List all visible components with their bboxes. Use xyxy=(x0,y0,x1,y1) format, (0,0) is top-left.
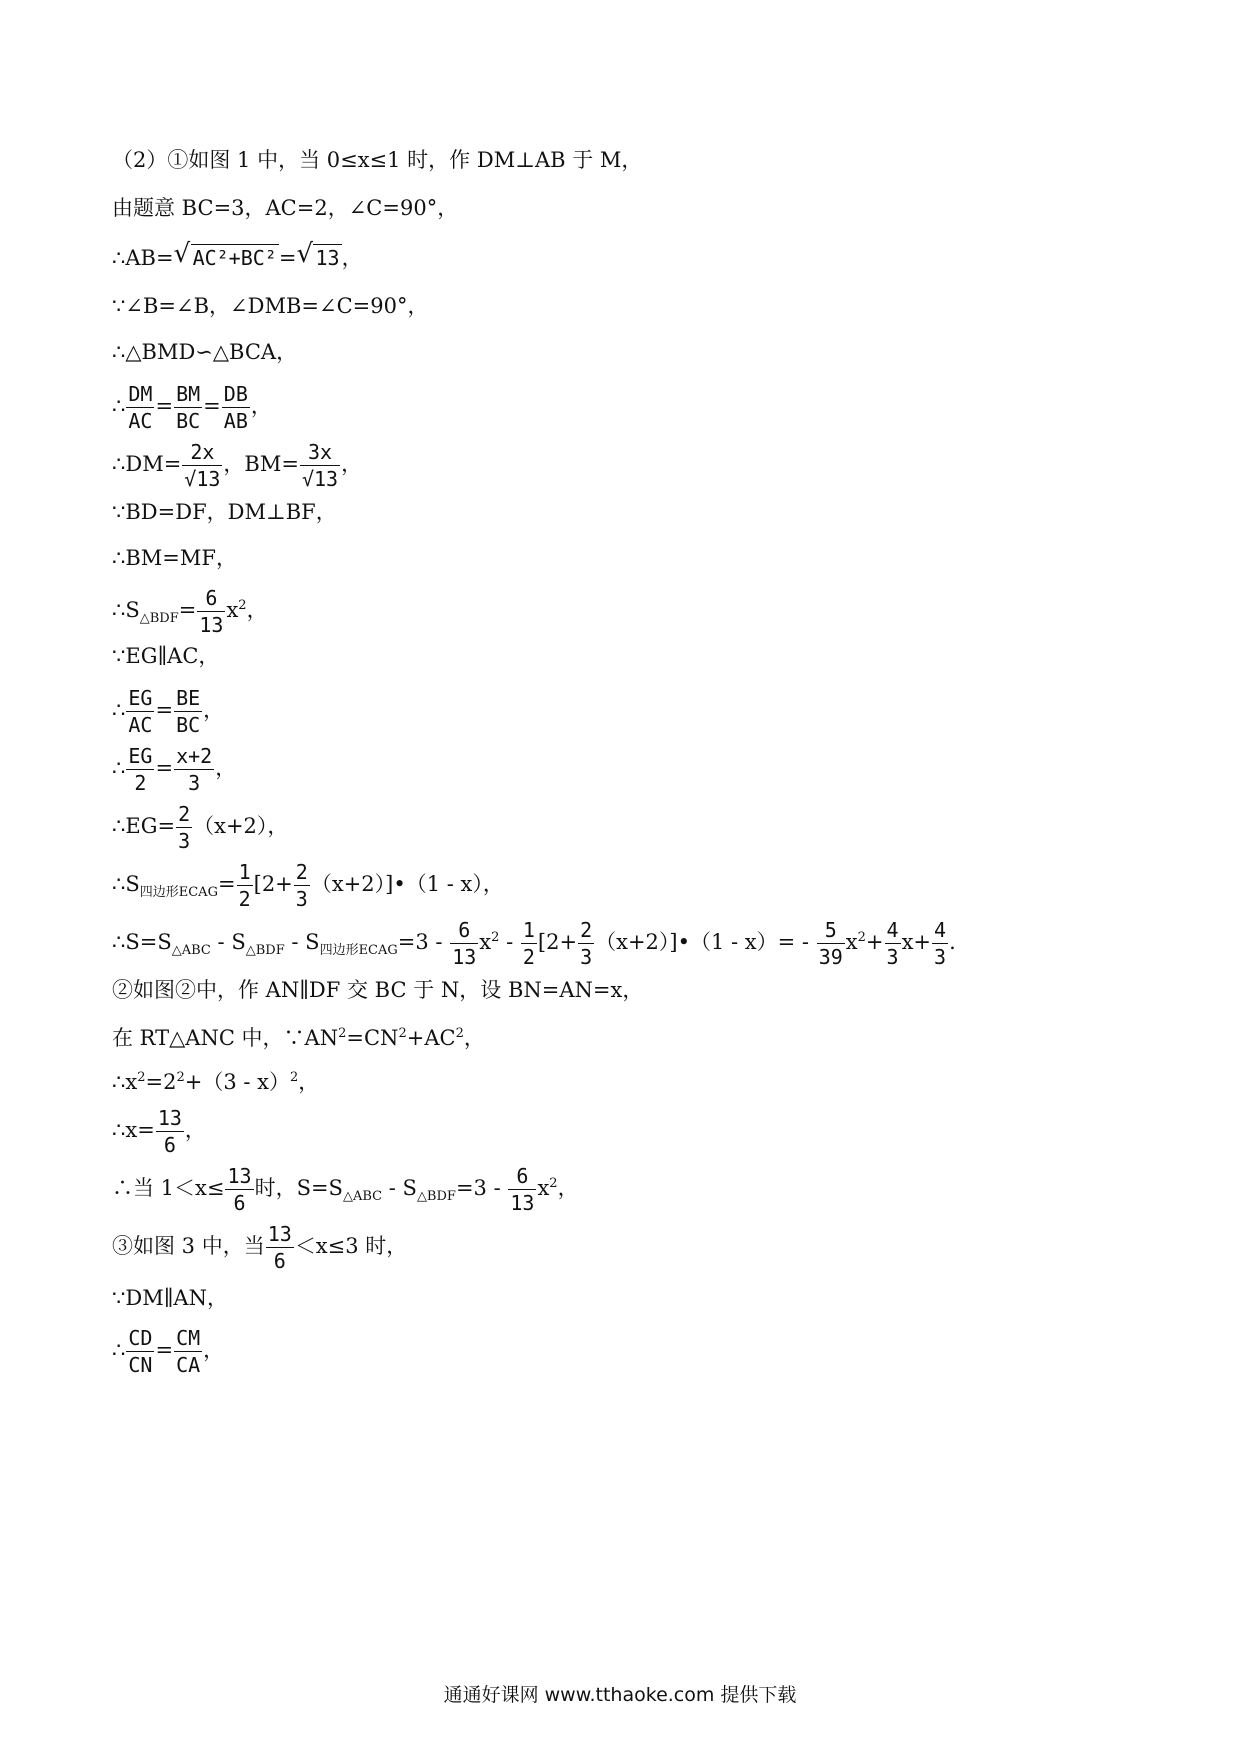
text-segment: ∴ xyxy=(112,698,126,722)
solution-line xyxy=(112,1024,485,1052)
subscript: △BDF xyxy=(416,1189,456,1205)
solution-line xyxy=(112,1106,206,1157)
fraction-numerator: 1 xyxy=(522,918,535,942)
text-segment: （x+2）， xyxy=(193,814,289,838)
fraction xyxy=(222,382,250,433)
fraction xyxy=(126,1326,154,1377)
superscript: 2 xyxy=(491,930,500,945)
text-segment: [2+ xyxy=(253,872,293,896)
fraction xyxy=(885,918,901,969)
fraction-denominator: 13 xyxy=(199,613,224,637)
fraction-numerator: DM xyxy=(128,382,153,406)
fraction xyxy=(817,918,845,969)
fraction xyxy=(182,440,222,491)
fraction-numerator: DB xyxy=(223,382,248,406)
solution-line xyxy=(112,194,458,222)
text-segment: x xyxy=(479,930,492,954)
superscript: 2 xyxy=(290,1070,299,1085)
fraction-numerator: 2x xyxy=(182,440,222,466)
superscript: 2 xyxy=(549,1176,558,1191)
solution-line xyxy=(112,918,956,969)
text-segment: ， xyxy=(215,756,237,780)
fraction-numerator: x+2 xyxy=(176,744,213,768)
solution-line xyxy=(112,802,288,853)
fraction xyxy=(174,1326,202,1377)
fraction-numerator: 2 xyxy=(580,918,593,942)
fraction-numerator: 13 xyxy=(267,1222,292,1246)
text-segment: ∴S=S xyxy=(112,930,172,954)
text-segment: ∴x xyxy=(112,1070,138,1094)
fraction xyxy=(237,860,253,911)
fraction-denominator: 6 xyxy=(233,1191,246,1215)
solution-line xyxy=(112,860,504,911)
solution-line xyxy=(112,440,362,491)
fraction-denominator: 3 xyxy=(178,829,191,853)
fraction xyxy=(508,1164,536,1215)
solution-line xyxy=(112,976,643,1004)
fraction xyxy=(300,440,340,491)
text-segment: ，BM= xyxy=(223,452,299,476)
text-segment: = xyxy=(155,394,174,418)
text-segment: x+ xyxy=(901,930,932,954)
superscript: 2 xyxy=(857,930,866,945)
text-segment: ＜x≤3 时， xyxy=(294,1234,408,1258)
text-segment: ， xyxy=(341,246,363,270)
text-segment: ， xyxy=(463,1026,485,1050)
fraction-denominator: AC xyxy=(128,713,153,737)
square-root xyxy=(298,244,341,272)
fraction-numerator: 5 xyxy=(817,918,845,944)
fraction-numerator: 2 xyxy=(295,860,308,884)
text-segment: + xyxy=(865,930,884,954)
text-segment: （x+2）]•（1 - x）= - xyxy=(595,930,816,954)
text-segment: ， xyxy=(203,1338,225,1362)
fraction-denominator: CN xyxy=(128,1353,153,1377)
text-segment: ， xyxy=(250,394,272,418)
text-segment: ∴ xyxy=(112,394,126,418)
fraction-numerator: 13 xyxy=(157,1106,182,1130)
subscript: △ABC xyxy=(171,943,211,959)
text-segment: = xyxy=(203,394,221,418)
fraction-denominator: 2 xyxy=(134,771,147,795)
fraction-numerator: EG xyxy=(128,744,153,768)
fraction xyxy=(294,860,310,911)
fraction-denominator: 13 xyxy=(452,945,477,969)
text-segment: ∵DM∥AN， xyxy=(112,1286,228,1310)
text-segment: - xyxy=(499,930,520,954)
fraction-denominator: BC xyxy=(176,713,201,737)
text-segment: ∴BM=MF， xyxy=(112,546,237,570)
solution-line xyxy=(112,586,268,637)
solution-line xyxy=(112,498,337,526)
fraction-denominator: 6 xyxy=(273,1249,286,1273)
superscript: 2 xyxy=(137,1070,146,1085)
fraction xyxy=(126,382,154,433)
fraction-numerator: 6 xyxy=(508,1164,536,1190)
text-segment: 由题意 BC=3，AC=2，∠C=90°， xyxy=(112,196,459,220)
text-segment: ∴S xyxy=(112,872,140,896)
text-segment: （2）①如图 1 中，当 0≤x≤1 时，作 DM⊥AB 于 M， xyxy=(112,148,643,172)
superscript: 2 xyxy=(238,598,247,613)
text-segment: = xyxy=(278,246,297,270)
fraction-denominator: 2 xyxy=(522,945,535,969)
fraction xyxy=(174,382,202,433)
text-segment: ∴DM= xyxy=(112,452,182,476)
text-segment: ②如图②中，作 AN∥DF 交 BC 于 N，设 BN=AN=x， xyxy=(112,978,644,1002)
text-segment: =3 - xyxy=(455,1176,508,1200)
fraction-numerator: CM xyxy=(176,1326,201,1350)
text-segment: 在 RT△ANC 中，∵AN xyxy=(112,1026,339,1050)
text-segment: ∵∠B=∠B，∠DMB=∠C=90°， xyxy=(112,294,429,318)
text-segment: x xyxy=(226,598,239,622)
subscript: 四边形ECAG xyxy=(319,943,398,959)
fraction xyxy=(225,1164,253,1215)
text-segment: = xyxy=(155,756,174,780)
text-segment: - S xyxy=(210,930,246,954)
fraction xyxy=(156,1106,184,1157)
subscript: △ABC xyxy=(342,1189,383,1205)
text-segment: = xyxy=(155,1338,174,1362)
text-segment: ， xyxy=(341,452,363,476)
fraction xyxy=(174,686,202,737)
solution-line xyxy=(112,686,224,737)
fraction-numerator: 4 xyxy=(934,918,947,942)
text-segment: ， xyxy=(557,1176,579,1200)
fraction-numerator: EG xyxy=(128,686,153,710)
solution-line xyxy=(112,1326,224,1377)
text-segment: ∴ xyxy=(112,756,126,780)
solution-line xyxy=(112,744,236,795)
fraction-denominator: AC xyxy=(128,409,153,433)
fraction-denominator: 3 xyxy=(188,771,201,795)
superscript: 2 xyxy=(398,1026,407,1041)
text-segment: [2+ xyxy=(537,930,578,954)
fraction-denominator: 2 xyxy=(238,887,251,911)
text-segment: （x+2）]•（1 - x）， xyxy=(310,872,504,896)
subscript: 四边形ECAG xyxy=(139,885,218,901)
fraction-denominator: 39 xyxy=(818,945,843,969)
text-segment: ∴EG= xyxy=(112,814,176,838)
text-segment: +（3 - x） xyxy=(184,1070,290,1094)
page-footer: 通通好课网 www.tthaoke.com 提供下载 xyxy=(443,1684,797,1706)
superscript: 2 xyxy=(455,1026,464,1041)
fraction-denominator: 3 xyxy=(886,945,899,969)
text-segment: 时，S=S xyxy=(254,1176,343,1200)
fraction-denominator: AB xyxy=(223,409,248,433)
solution-line xyxy=(112,338,297,366)
solution-line xyxy=(112,1222,407,1273)
text-segment: x xyxy=(845,930,858,954)
text-segment: ， xyxy=(246,598,268,622)
text-segment: +AC xyxy=(406,1026,456,1050)
solution-line xyxy=(112,1164,579,1215)
text-segment: ③如图 3 中，当 xyxy=(112,1234,265,1258)
fraction xyxy=(521,918,537,969)
text-segment: ， xyxy=(184,1118,206,1142)
text-segment: = xyxy=(217,872,236,896)
subscript: △BDF xyxy=(139,611,179,627)
fraction-numerator: 2 xyxy=(178,802,191,826)
fraction xyxy=(578,918,594,969)
solution-line xyxy=(112,1068,319,1096)
solution-line xyxy=(112,382,272,433)
fraction-numerator: 6 xyxy=(450,918,478,944)
fraction-numerator: 1 xyxy=(238,860,251,884)
superscript: 2 xyxy=(338,1026,347,1041)
text-segment: ∴△BMD∽△BCA， xyxy=(112,340,298,364)
square-root xyxy=(176,244,279,272)
text-segment: x xyxy=(537,1176,550,1200)
text-segment: = xyxy=(178,598,197,622)
solution-line xyxy=(112,642,219,670)
fraction xyxy=(126,686,154,737)
fraction-denominator: √13 xyxy=(301,467,339,491)
fraction-denominator: CA xyxy=(176,1353,201,1377)
fraction-numerator: BM xyxy=(176,382,201,406)
text-segment: = xyxy=(155,698,174,722)
text-segment: ∴x= xyxy=(112,1118,155,1142)
fraction-numerator: 4 xyxy=(886,918,899,942)
subscript: △BDF xyxy=(245,943,285,959)
fraction-denominator: 3 xyxy=(934,945,947,969)
solution-line xyxy=(112,544,237,572)
fraction xyxy=(174,744,214,795)
text-segment: ∵BD=DF，DM⊥BF， xyxy=(112,500,337,524)
fraction xyxy=(932,918,948,969)
text-segment: - S xyxy=(284,930,320,954)
fraction-numerator: CD xyxy=(128,1326,153,1350)
text-segment: ， xyxy=(203,698,225,722)
fraction xyxy=(176,802,192,853)
solution-line xyxy=(112,292,428,320)
fraction-denominator: 13 xyxy=(510,1191,535,1215)
radicand: AC²+BC² xyxy=(192,246,277,270)
fraction-denominator: BC xyxy=(176,409,201,433)
text-segment: ∵EG∥AC， xyxy=(112,644,220,668)
radicand: 13 xyxy=(315,246,340,270)
text-segment: =3 - xyxy=(397,930,450,954)
fraction-denominator: 3 xyxy=(295,887,308,911)
solution-line xyxy=(112,244,363,272)
text-segment: =2 xyxy=(145,1070,177,1094)
text-segment: ， xyxy=(298,1070,320,1094)
fraction xyxy=(450,918,478,969)
text-segment: ∴当 1＜x≤ xyxy=(112,1176,225,1200)
fraction xyxy=(266,1222,294,1273)
text-segment: ∴ xyxy=(112,1338,126,1362)
fraction-numerator: 6 xyxy=(197,586,225,612)
fraction xyxy=(126,744,154,795)
fraction-numerator: 3x xyxy=(300,440,340,466)
text-segment: ∴AB= xyxy=(112,246,174,270)
solution-line xyxy=(112,1284,228,1312)
text-segment: . xyxy=(949,930,956,954)
fraction xyxy=(197,586,225,637)
fraction-denominator: √13 xyxy=(184,467,221,491)
text-segment: ∴S xyxy=(112,598,140,622)
fraction-numerator: 13 xyxy=(227,1164,252,1188)
fraction-numerator: BE xyxy=(176,686,201,710)
fraction-denominator: 6 xyxy=(163,1133,176,1157)
solution-line xyxy=(112,146,642,174)
text-segment: =CN xyxy=(346,1026,399,1050)
fraction-denominator: 3 xyxy=(580,945,593,969)
text-segment: - S xyxy=(382,1176,417,1200)
superscript: 2 xyxy=(176,1070,185,1085)
